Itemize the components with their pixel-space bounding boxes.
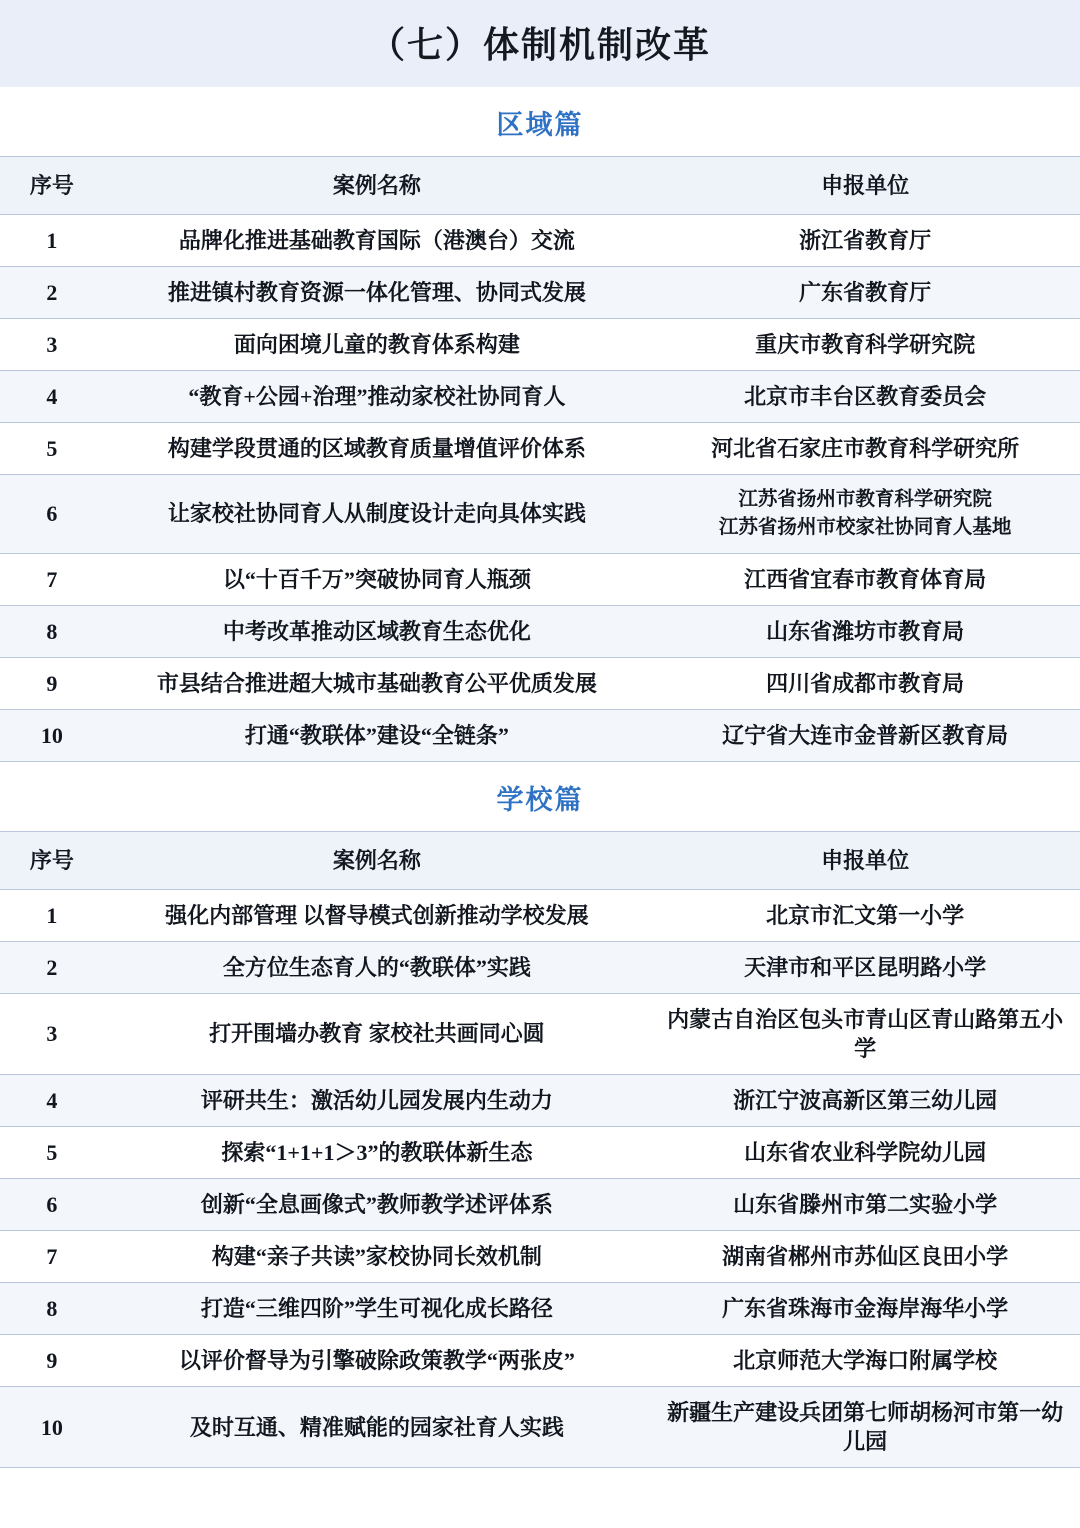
cell-case-name: 构建学段贯通的区域教育质量增值评价体系	[104, 423, 650, 475]
table-header-row	[0, 157, 1080, 215]
column-header-no: 序号	[0, 831, 104, 889]
cell-declaring-unit: 湖南省郴州市苏仙区良田小学	[650, 1230, 1080, 1282]
column-header-name: 案例名称	[104, 831, 650, 889]
cell-serial-number: 3	[0, 319, 104, 371]
unit-line: 江苏省扬州市校家社协同育人基地	[718, 516, 1012, 538]
cell-case-name: 推进镇村教育资源一体化管理、协同式发展	[104, 267, 650, 319]
cell-serial-number: 2	[0, 267, 104, 319]
cell-serial-number: 9	[0, 657, 104, 709]
cell-serial-number: 1	[0, 215, 104, 267]
table-row	[0, 267, 1080, 319]
table-row	[0, 1178, 1080, 1230]
cell-serial-number: 2	[0, 941, 104, 993]
cell-declaring-unit: 北京市丰台区教育委员会	[650, 371, 1080, 423]
cell-case-name: 中考改革推动区域教育生态优化	[104, 605, 650, 657]
table-row	[0, 553, 1080, 605]
table-header-row	[0, 831, 1080, 889]
cell-declaring-unit: 四川省成都市教育局	[650, 657, 1080, 709]
cell-case-name: 强化内部管理 以督导模式创新推动学校发展	[104, 889, 650, 941]
cell-serial-number: 10	[0, 1387, 104, 1468]
table-row	[0, 657, 1080, 709]
cell-serial-number: 8	[0, 605, 104, 657]
table-row	[0, 1387, 1080, 1468]
column-header-unit: 申报单位	[650, 831, 1080, 889]
table-row	[0, 1230, 1080, 1282]
cell-declaring-unit: 重庆市教育科学研究院	[650, 319, 1080, 371]
cell-case-name: 构建“亲子共读”家校协同长效机制	[104, 1230, 650, 1282]
cell-declaring-unit: 北京市汇文第一小学	[650, 889, 1080, 941]
table-row	[0, 423, 1080, 475]
cell-serial-number: 9	[0, 1335, 104, 1387]
cell-case-name: 以“十百千万”突破协同育人瓶颈	[104, 553, 650, 605]
table-row	[0, 371, 1080, 423]
table-row	[0, 475, 1080, 553]
cell-serial-number: 1	[0, 889, 104, 941]
cell-case-name: 探索“1+1+1＞3”的教联体新生态	[104, 1126, 650, 1178]
cell-case-name: 以评价督导为引擎破除政策教学“两张皮”	[104, 1335, 650, 1387]
cell-declaring-unit: 山东省农业科学院幼儿园	[650, 1126, 1080, 1178]
page-title: （七）体制机制改革	[0, 0, 1080, 87]
cell-case-name: 评研共生：激活幼儿园发展内生动力	[104, 1074, 650, 1126]
cell-case-name: 及时互通、精准赋能的园家社育人实践	[104, 1387, 650, 1468]
cell-serial-number: 5	[0, 423, 104, 475]
cell-serial-number: 7	[0, 1230, 104, 1282]
table-row	[0, 941, 1080, 993]
table-row	[0, 215, 1080, 267]
cell-case-name: 市县结合推进超大城市基础教育公平优质发展	[104, 657, 650, 709]
cell-case-name: 面向困境儿童的教育体系构建	[104, 319, 650, 371]
cell-serial-number: 6	[0, 475, 104, 553]
cell-serial-number: 7	[0, 553, 104, 605]
cell-declaring-unit: 山东省滕州市第二实验小学	[650, 1178, 1080, 1230]
cell-declaring-unit: 辽宁省大连市金普新区教育局	[650, 709, 1080, 761]
cell-declaring-unit: 江西省宜春市教育体育局	[650, 553, 1080, 605]
sections-container	[0, 87, 1080, 1468]
cell-serial-number: 3	[0, 993, 104, 1074]
cell-declaring-unit: 山东省潍坊市教育局	[650, 605, 1080, 657]
cases-table	[0, 831, 1080, 1468]
cell-case-name: “教育+公园+治理”推动家校社协同育人	[104, 371, 650, 423]
cell-declaring-unit: 天津市和平区昆明路小学	[650, 941, 1080, 993]
cell-declaring-unit: 河北省石家庄市教育科学研究所	[650, 423, 1080, 475]
cell-case-name: 打开围墙办教育 家校社共画同心圆	[104, 993, 650, 1074]
cell-declaring-unit: 浙江宁波高新区第三幼儿园	[650, 1074, 1080, 1126]
table-row	[0, 319, 1080, 371]
cell-declaring-unit: 广东省教育厅	[650, 267, 1080, 319]
cell-serial-number: 10	[0, 709, 104, 761]
cell-serial-number: 8	[0, 1282, 104, 1334]
cell-case-name: 品牌化推进基础教育国际（港澳台）交流	[104, 215, 650, 267]
unit-line: 江苏省扬州市教育科学研究院	[738, 489, 992, 511]
cell-serial-number: 5	[0, 1126, 104, 1178]
table-row	[0, 1282, 1080, 1334]
cell-declaring-unit: 内蒙古自治区包头市青山区青山路第五小学	[650, 993, 1080, 1074]
table-row	[0, 993, 1080, 1074]
section-heading: 学校篇	[0, 762, 1080, 831]
cell-declaring-unit: 新疆生产建设兵团第七师胡杨河市第一幼儿园	[650, 1387, 1080, 1468]
cell-case-name: 让家校社协同育人从制度设计走向具体实践	[104, 475, 650, 553]
cell-serial-number: 4	[0, 1074, 104, 1126]
cell-case-name: 全方位生态育人的“教联体”实践	[104, 941, 650, 993]
column-header-no: 序号	[0, 157, 104, 215]
table-row	[0, 709, 1080, 761]
section-heading: 区域篇	[0, 87, 1080, 156]
table-row	[0, 1074, 1080, 1126]
cases-table	[0, 156, 1080, 762]
table-row	[0, 1335, 1080, 1387]
table-row	[0, 605, 1080, 657]
cell-case-name: 创新“全息画像式”教师教学述评体系	[104, 1178, 650, 1230]
cell-declaring-unit: 广东省珠海市金海岸海华小学	[650, 1282, 1080, 1334]
cell-case-name: 打通“教联体”建设“全链条”	[104, 709, 650, 761]
cell-declaring-unit: 北京师范大学海口附属学校	[650, 1335, 1080, 1387]
table-row	[0, 889, 1080, 941]
column-header-name: 案例名称	[104, 157, 650, 215]
cell-declaring-unit: 浙江省教育厅	[650, 215, 1080, 267]
cell-case-name: 打造“三维四阶”学生可视化成长路径	[104, 1282, 650, 1334]
column-header-unit: 申报单位	[650, 157, 1080, 215]
cell-serial-number: 6	[0, 1178, 104, 1230]
cell-declaring-unit	[650, 475, 1080, 553]
cell-serial-number: 4	[0, 371, 104, 423]
table-row	[0, 1126, 1080, 1178]
